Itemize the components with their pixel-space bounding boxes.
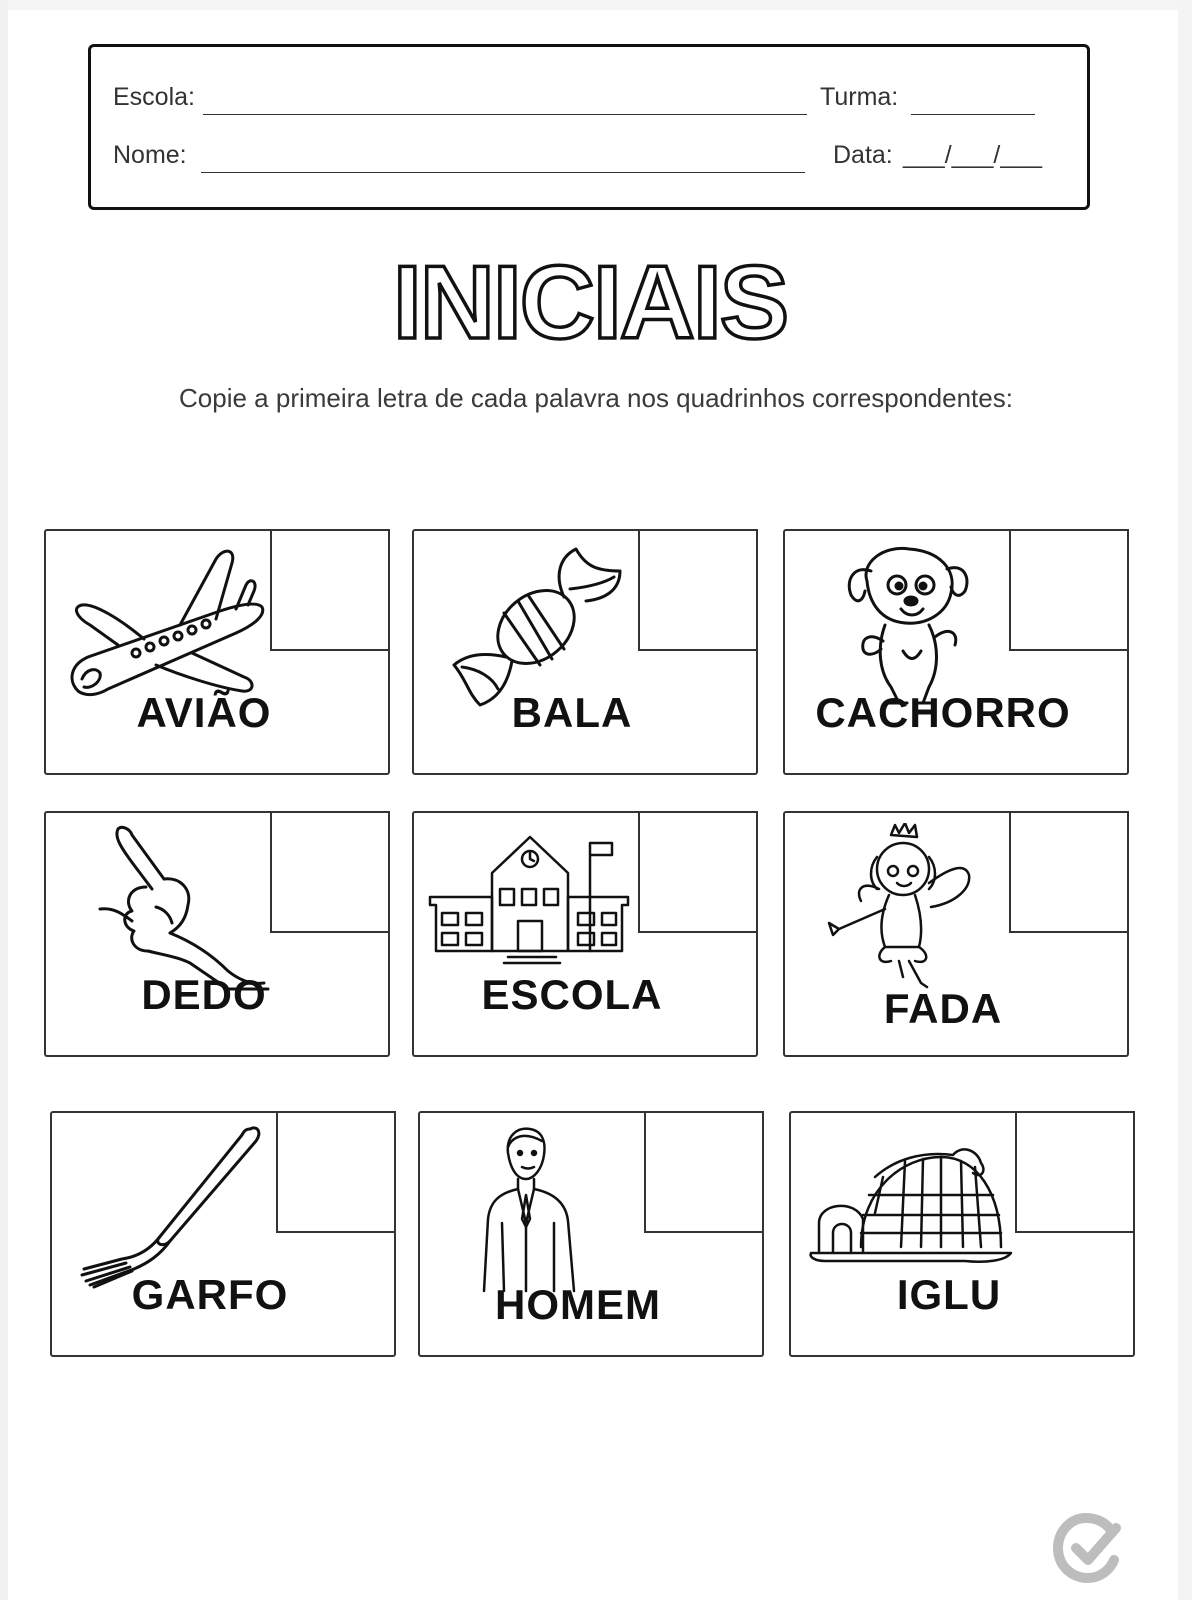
word-card-aviao [44,529,390,775]
word-card-escola [412,811,758,1057]
page-edge-right [1178,0,1192,1600]
answer-box[interactable] [638,529,758,651]
airplane-icon [60,541,274,711]
word-label: HOMEM [495,1281,661,1328]
turma-field[interactable] [911,114,1035,115]
instruction-text: Copie a primeira letra de cada palavra nos quadrinhos correspondentes: [179,383,1013,413]
nome-label: Nome: [113,141,187,169]
igloo-icon [805,1123,1019,1293]
word-label: GARFO [131,1271,289,1318]
nome-field[interactable] [201,172,805,173]
word-label: IGLU [896,1271,1002,1318]
word-label: ESCOLA [481,971,663,1018]
title-text: INICIAIS [392,245,788,350]
escola-label: Escola: [113,83,195,111]
answer-box[interactable] [270,811,390,933]
dog-icon [799,541,1013,711]
word-card-iglu [789,1111,1135,1357]
word-label: AVIÃO [136,689,272,736]
word-card-cachorro [783,529,1129,775]
school-icon [428,823,642,993]
page-title [0,242,1192,350]
word-label: CACHORRO [815,689,1071,736]
student-info-box [88,44,1090,210]
finger-icon [60,823,274,993]
page-edge-left [0,0,8,1600]
word-card-garfo [50,1111,396,1357]
word-label: BALA [511,689,633,736]
word-label: DEDO [141,971,267,1018]
answer-box[interactable] [270,529,390,651]
data-field[interactable]: ___/___/___ [903,141,1043,169]
answer-box[interactable] [276,1111,396,1233]
data-label: Data: [833,141,893,169]
answer-box[interactable] [1015,1111,1135,1233]
answer-box[interactable] [1009,811,1129,933]
word-card-dedo [44,811,390,1057]
answer-box[interactable] [644,1111,764,1233]
word-card-fada [783,811,1129,1057]
word-card-bala [412,529,758,775]
candy-icon [428,541,642,711]
page-edge-top [0,0,1192,10]
answer-box[interactable] [638,811,758,933]
brand-logo [1050,1510,1126,1586]
man-icon [434,1123,648,1293]
turma-label: Turma: [820,83,899,111]
nome-row [113,141,1065,177]
escola-row [113,83,1065,119]
fairy-icon [799,823,1013,993]
escola-field[interactable] [203,114,807,115]
word-card-homem [418,1111,764,1357]
fork-icon [66,1123,280,1293]
answer-box[interactable] [1009,529,1129,651]
word-label: FADA [883,985,1003,1032]
